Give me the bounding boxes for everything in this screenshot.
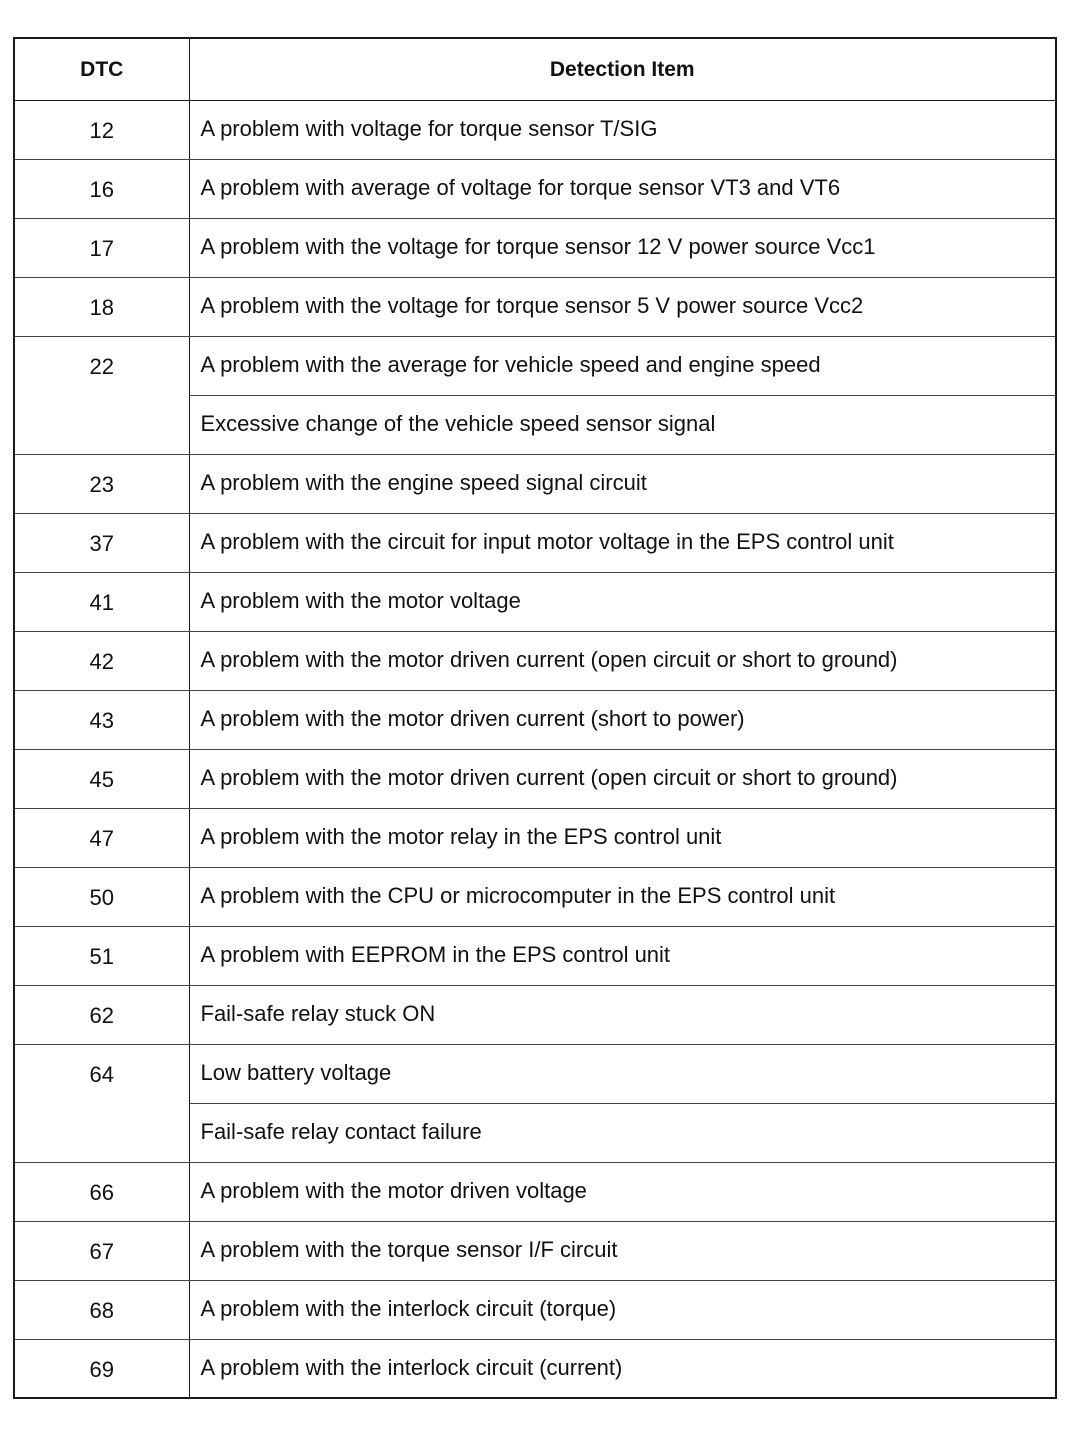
dtc-code: 47	[14, 808, 189, 867]
table-row	[14, 277, 1056, 336]
dtc-code: 16	[14, 159, 189, 218]
table-row	[14, 454, 1056, 513]
dtc-code: 17	[14, 218, 189, 277]
detection-item: A problem with the average for vehicle speed and engine speed	[189, 336, 1056, 395]
dtc-table	[13, 37, 1057, 1399]
table-row	[14, 1339, 1056, 1398]
table-row	[14, 1162, 1056, 1221]
dtc-code: 12	[14, 100, 189, 159]
table-row	[14, 867, 1056, 926]
detection-item: Fail-safe relay stuck ON	[189, 985, 1056, 1044]
detection-item: A problem with the torque sensor I/F circuit	[189, 1221, 1056, 1280]
table-row	[14, 218, 1056, 277]
dtc-code: 69	[14, 1339, 189, 1398]
table-row	[14, 159, 1056, 218]
detection-item: A problem with the interlock circuit (torque)	[189, 1280, 1056, 1339]
detection-item: Fail-safe relay contact failure	[189, 1103, 1056, 1162]
table-row	[14, 100, 1056, 159]
dtc-code: 67	[14, 1221, 189, 1280]
detection-item: A problem with the circuit for input motor voltage in the EPS control unit	[189, 513, 1056, 572]
dtc-code: 41	[14, 572, 189, 631]
table-row	[14, 749, 1056, 808]
detection-item: A problem with the motor driven current (short to power)	[189, 690, 1056, 749]
detection-item: Low battery voltage	[189, 1044, 1056, 1103]
dtc-code: 22	[14, 336, 189, 454]
dtc-code: 66	[14, 1162, 189, 1221]
dtc-code: 43	[14, 690, 189, 749]
dtc-code: 45	[14, 749, 189, 808]
table-row	[14, 1044, 1056, 1103]
detection-item: A problem with the CPU or microcomputer in the EPS control unit	[189, 867, 1056, 926]
table-row	[14, 808, 1056, 867]
detection-item: A problem with the engine speed signal circuit	[189, 454, 1056, 513]
detection-item: A problem with voltage for torque sensor T/SIG	[189, 100, 1056, 159]
detection-item: A problem with the interlock circuit (current)	[200, 1355, 623, 1381]
detection-item: A problem with the motor driven voltage	[189, 1162, 1056, 1221]
table-row	[14, 572, 1056, 631]
detection-item-column-header: Detection Item	[189, 38, 1056, 100]
table-row	[14, 1221, 1056, 1280]
table-row	[14, 926, 1056, 985]
table-row	[14, 513, 1056, 572]
table-row	[14, 336, 1056, 395]
detection-item: A problem with average of voltage for torque sensor VT3 and VT6	[189, 159, 1056, 218]
detection-item: A problem with the motor voltage	[189, 572, 1056, 631]
dtc-code: 51	[14, 926, 189, 985]
detection-item: A problem with the voltage for torque sensor 12 V power source Vcc1	[189, 218, 1056, 277]
dtc-code: 62	[14, 985, 189, 1044]
dtc-column-header: DTC	[14, 38, 189, 100]
table-row	[14, 1280, 1056, 1339]
detection-item: A problem with the motor relay in the EPS control unit	[189, 808, 1056, 867]
table-row	[14, 985, 1056, 1044]
table-row	[14, 690, 1056, 749]
detection-item: A problem with EEPROM in the EPS control unit	[189, 926, 1056, 985]
header-row	[14, 38, 1056, 100]
detection-item: A problem with the motor driven current (open circuit or short to ground)	[189, 749, 1056, 808]
dtc-code: 18	[14, 277, 189, 336]
table-body	[14, 100, 1056, 1398]
dtc-code: 37	[14, 513, 189, 572]
dtc-code: 42	[14, 631, 189, 690]
table-row	[14, 631, 1056, 690]
dtc-code: 64	[14, 1044, 189, 1162]
dtc-code: 68	[14, 1280, 189, 1339]
dtc-code: 23	[14, 454, 189, 513]
detection-item: Excessive change of the vehicle speed sensor signal	[189, 395, 1056, 454]
detection-item: A problem with the voltage for torque sensor 5 V power source Vcc2	[189, 277, 1056, 336]
dtc-code: 50	[14, 867, 189, 926]
detection-item: A problem with the motor driven current (open circuit or short to ground)	[189, 631, 1056, 690]
